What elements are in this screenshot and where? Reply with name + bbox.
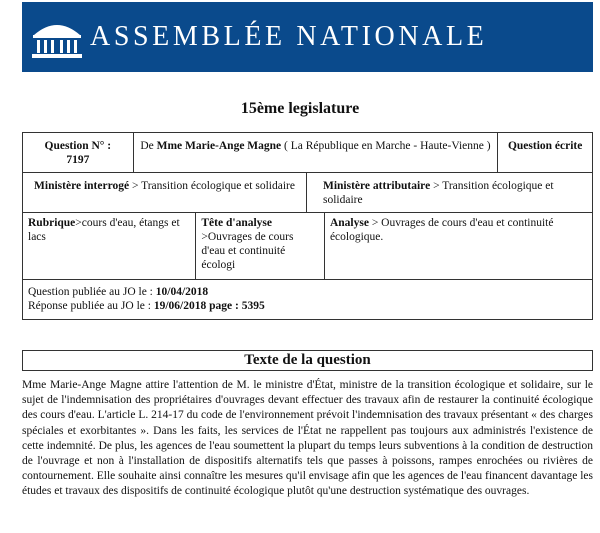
ministere-interroge-cell — [23, 173, 307, 212]
ministere-attributaire: > Transition écologique et solidaire — [322, 180, 554, 206]
pub-jo-label: Question publiée au JO le : — [28, 286, 153, 298]
rep-jo-date: 19/06/2018 — [153, 300, 207, 312]
ministere-interroge-label: Ministère interrogé — [34, 180, 130, 192]
publication-row — [23, 280, 592, 319]
ministere-attributaire-label: Ministère attributaire — [322, 180, 431, 192]
analysis-row — [23, 213, 592, 280]
question-info-table — [22, 132, 593, 320]
author-group: ( La République en Marche - Haute-Vienne ) — [284, 140, 491, 152]
question-number: 7197 — [66, 154, 90, 166]
site-title[interactable]: ASSEMBLÉE NATIONALE — [90, 21, 488, 52]
question-type: Question écrite — [507, 140, 583, 152]
publication-cell — [23, 280, 592, 319]
page-label: page : — [209, 300, 239, 312]
question-header-row — [23, 133, 592, 173]
header-banner — [22, 2, 593, 72]
author-name[interactable]: Mme Marie-Ange Magne — [156, 140, 282, 152]
question-number-cell — [23, 133, 134, 172]
question-author-cell — [134, 133, 499, 172]
legislature-title: 15ème legislature — [240, 100, 360, 117]
ministry-row — [23, 173, 592, 213]
texte-question-heading: Texte de la question — [22, 350, 593, 371]
rubrique-cell — [23, 213, 196, 279]
assemblee-building-icon — [30, 13, 84, 61]
question-text: Mme Marie-Ange Magne attire l'attention de M. le ministre d'État, ministre de la transition écologique et solidaire, sur le sujet de l'indemnisation des propriétaires d'ouvrages devant effectuer des travaux afin de restaurer la continuité écologique des cours d'eau. L'article L. 214-17 du code de l'environnement prévoit l'indemnisation des travaux présentant « des charges spéciales et exorbitantes ». Dans les faits, les services de l'État ne rappellent pas toujours aux administrés l'existence de cette indemnité. De plus, les agences de l'eau soumettent la plupart du temps leurs subventions à la condition de destruction de l'ouvrage et non à l'installation de dispositifs alternatifs tels que passes à poissons, rampes enrochées ou rivières de contournement. Elle souhaite ainsi connaître les mesures qu'il envisage afin que les agences de l'eau financent davantage les études et travaux des dispositifs de continuité écologique plutôt qu'une destruction systématique des ouvrages. — [22, 379, 593, 498]
tete-analyse-value: >Ouvrages de cours d'eau et continuité écologi — [201, 231, 294, 271]
ministere-interroge: > Transition écologique et solidaire — [131, 180, 295, 192]
tete-analyse-cell — [196, 213, 325, 279]
ministere-attributaire-cell — [307, 173, 592, 212]
analyse-cell — [325, 213, 592, 279]
page-number: 5395 — [241, 300, 265, 312]
author-prefix: De — [140, 140, 154, 152]
rubrique-label: Rubrique — [28, 217, 76, 229]
analyse-label: Analyse — [329, 217, 369, 229]
rep-jo-label: Réponse publiée au JO le : — [28, 300, 151, 312]
pub-jo-date: 10/04/2018 — [155, 286, 209, 298]
question-number-label: Question N° : — [44, 140, 112, 152]
question-type-cell — [498, 133, 592, 172]
tete-analyse-label: Tête d'analyse — [201, 217, 272, 229]
analyse-value: > Ouvrages de cours d'eau et continuité écologique. — [329, 217, 554, 243]
rubrique-value: >cours d'eau, étangs et lacs — [28, 217, 180, 243]
